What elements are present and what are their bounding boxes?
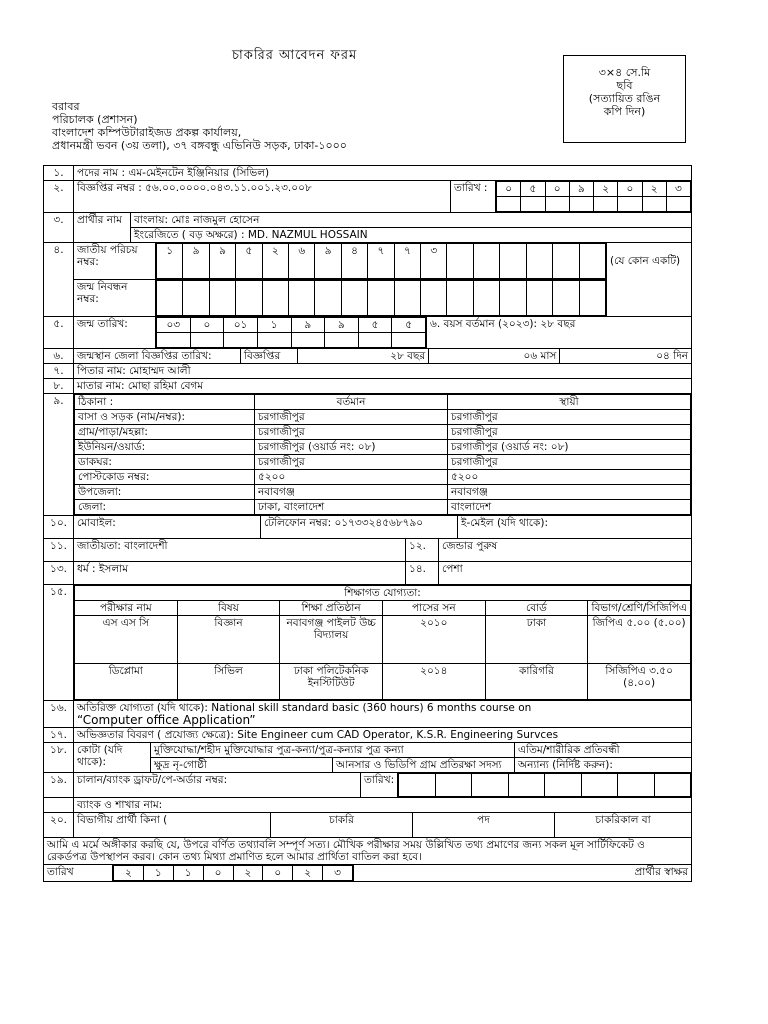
row-contact xyxy=(44,516,692,539)
date-digit[interactable]: ০ xyxy=(497,182,521,197)
date-digit[interactable] xyxy=(435,774,472,797)
row-number: ১. xyxy=(44,166,74,181)
date-digit[interactable] xyxy=(642,197,666,212)
present-address-value[interactable]: চরগাজীপুর xyxy=(255,425,448,440)
nid-digit[interactable] xyxy=(500,244,526,279)
row-number: ১৫. xyxy=(44,585,74,701)
date-digit[interactable]: ০ xyxy=(203,866,233,881)
row-dob xyxy=(44,317,692,349)
footer-date-label: তারিখ xyxy=(44,865,113,881)
dob-digit[interactable] xyxy=(291,333,325,348)
circular-date-boxes[interactable] xyxy=(496,181,691,212)
br-digit[interactable] xyxy=(394,281,420,316)
nid-label: জাতীয় পরিচয় নম্বর: xyxy=(74,243,156,280)
permanent-address-value[interactable]: বাংলাদেশ xyxy=(448,500,691,515)
date-digit[interactable] xyxy=(569,197,593,212)
circular-number-field[interactable]: বিজ্ঞপ্তির নম্বর : ৫৬.০০.০০০০.০৪৩.১১.০০১.২৩.০০৮ xyxy=(74,181,451,212)
date-digit[interactable]: ২ xyxy=(594,182,618,197)
row-number: ১৭. xyxy=(44,728,74,743)
row-post xyxy=(44,166,692,181)
br-digit[interactable] xyxy=(473,281,499,316)
photo-note-2: কপি দিন) xyxy=(603,105,646,118)
age-field[interactable]: ৬. বয়স বর্তমান (২০২৩): ২৮ বছর xyxy=(427,317,692,348)
date-digit[interactable]: ০ xyxy=(618,182,642,197)
present-address-value[interactable]: চরগাজীপুর (ওয়ার্ড নং: ০৮) xyxy=(255,440,448,455)
row-name xyxy=(44,213,692,243)
nid-digit[interactable]: ৭ xyxy=(368,244,394,279)
dob-boxes[interactable] xyxy=(156,317,426,348)
date-digit[interactable] xyxy=(521,197,545,212)
permanent-address-value[interactable]: চরগাজীপুর xyxy=(448,455,691,470)
address-label: ইউনিয়ন/ওয়ার্ড: xyxy=(75,440,255,455)
row-number: ১৮. xyxy=(44,743,74,773)
row-mother xyxy=(44,379,692,394)
present-address-value[interactable]: ঢাকা, বাংলাদেশ xyxy=(255,500,448,515)
age-years[interactable]: ২৮ বছর xyxy=(298,349,429,363)
education-table xyxy=(74,585,691,700)
photo-label: ছবি xyxy=(616,79,633,92)
br-digit[interactable] xyxy=(183,281,209,316)
br-digit[interactable] xyxy=(341,281,367,316)
row-departmental xyxy=(44,813,692,838)
row-number: ২. xyxy=(44,181,74,213)
permanent-address-value[interactable]: চরগাজীপুর (ওয়ার্ড নং: ০৮) xyxy=(448,440,691,455)
occupation-field[interactable]: পেশা xyxy=(442,563,463,575)
dob-label: জন্ম তারিখ: xyxy=(74,317,156,348)
row-nid xyxy=(44,243,692,317)
nid-digit[interactable]: ১ xyxy=(157,244,183,279)
row-footer xyxy=(44,865,692,882)
row-declaration xyxy=(44,838,692,865)
br-digit[interactable] xyxy=(500,281,526,316)
br-digit[interactable] xyxy=(236,281,262,316)
br-digit[interactable] xyxy=(262,281,288,316)
edu-col-header: শিক্ষা প্রতিষ্ঠান xyxy=(280,601,383,616)
signature-field[interactable]: প্রার্থীর স্বাক্ষর xyxy=(354,865,692,881)
photo-note: (সত্যায়িত রঙিন xyxy=(588,92,661,105)
br-digit[interactable] xyxy=(289,281,315,316)
addr-line: বাংলাদেশ কম্পিউটারাইজড প্রকল্প কার্যালয়, xyxy=(52,126,242,139)
departmental-service-period[interactable]: চাকরিকাল বা xyxy=(595,814,651,826)
challan-date-boxes[interactable] xyxy=(398,773,691,797)
row-number: ১৯. xyxy=(44,773,74,798)
row-number: ২০. xyxy=(44,813,74,838)
nid-boxes[interactable] xyxy=(156,243,606,279)
date-digit[interactable]: ৫ xyxy=(521,182,545,197)
row-number: ৫. xyxy=(44,317,74,349)
date-digit[interactable] xyxy=(472,774,509,797)
row-number: ৬. xyxy=(44,349,74,364)
date-digit[interactable] xyxy=(545,197,569,212)
edu-cell[interactable]: জিপিএ ৫.০০ (৫.০০) xyxy=(588,616,691,664)
dob-digit[interactable]: ১ xyxy=(257,318,291,333)
dob-digit[interactable]: ৫ xyxy=(358,318,392,333)
date-digit[interactable]: ২ xyxy=(114,866,144,881)
br-digit[interactable] xyxy=(447,281,473,316)
father-name-field[interactable]: পিতার নাম: মোহাম্মদ আলী xyxy=(74,364,692,379)
row-additional xyxy=(44,701,692,728)
departmental-candidate-label: বিভাগীয় প্রার্থী কিনা ( xyxy=(74,813,271,837)
quota-option-orphan[interactable]: এতিম/শারীরিক প্রতিবন্ধী xyxy=(515,743,692,758)
experience-field[interactable]: অভিজ্ঞতার বিবরণ ( প্রযোজ্য ক্ষেত্রে): Site Engineer cum CAD Operator, K.S.R. Engineering Survces xyxy=(74,728,692,743)
dob-digit[interactable]: ৫ xyxy=(392,318,426,333)
dob-digit[interactable]: ০ xyxy=(190,318,224,333)
date-digit[interactable]: ৩ xyxy=(323,866,353,881)
addr-line: পরিচালক (প্রশাসন) xyxy=(52,113,138,126)
date-digit[interactable]: ০ xyxy=(545,182,569,197)
present-address-value[interactable]: চরগাজীপুর xyxy=(255,455,448,470)
row-number: ৮. xyxy=(44,379,74,394)
edu-col-header: বিষয় xyxy=(177,601,280,616)
nationality-field[interactable]: জাতীয়তা: বাংলাদেশী xyxy=(74,539,406,561)
permanent-address-header: স্থায়ী xyxy=(448,395,691,410)
row-number: ১৪. xyxy=(406,562,439,584)
row-number: ৯. xyxy=(44,394,74,516)
quota-option-freedom-fighter[interactable]: মুক্তিযোদ্ধা/শহীদ মুক্তিযোদ্ধার পুত্র-কন্যা/পুত্র-কন্যার পুত্র কন্যা xyxy=(151,743,515,758)
row-birthplace xyxy=(44,349,692,364)
date-digit[interactable]: ১ xyxy=(143,866,173,881)
edu-cell[interactable]: ঢাকা xyxy=(485,616,588,664)
row-circular xyxy=(44,181,692,213)
row-experience xyxy=(44,728,692,743)
present-address-header: বর্তমান xyxy=(255,395,448,410)
nid-digit[interactable] xyxy=(473,244,499,279)
row-address xyxy=(44,394,692,516)
br-digit[interactable] xyxy=(315,281,341,316)
br-digit[interactable] xyxy=(157,281,183,316)
quota-option-ethnic[interactable]: ক্ষুদ্র নৃ-গোষ্ঠী xyxy=(151,758,333,773)
nid-digit[interactable]: ৯ xyxy=(183,244,209,279)
date-digit[interactable] xyxy=(545,774,582,797)
date-digit[interactable] xyxy=(581,774,618,797)
nid-digit[interactable]: ৫ xyxy=(236,244,262,279)
education-title: শিক্ষাগত যোগ্যতা: xyxy=(75,586,691,601)
nid-digit[interactable]: ৩ xyxy=(421,244,447,279)
permanent-address-value[interactable]: নবাবগঞ্জ xyxy=(448,485,691,500)
row-number xyxy=(44,798,74,813)
edu-col-header: বোর্ড xyxy=(485,601,588,616)
dob-digit[interactable] xyxy=(257,333,291,348)
footer-date-boxes[interactable] xyxy=(113,865,353,881)
quota-option-other[interactable]: অন্যান্য (নির্দিষ্ট করুন): xyxy=(518,759,613,771)
br-digit[interactable] xyxy=(553,281,579,316)
date-digit[interactable]: ২ xyxy=(293,866,323,881)
date-digit[interactable]: ৯ xyxy=(569,182,593,197)
date-digit[interactable]: ০ xyxy=(263,866,293,881)
edu-cell[interactable]: এস এস সি xyxy=(75,616,178,664)
edu-cell[interactable]: ঢাকা পলিটেকনিক ইনস্টিটিউট xyxy=(280,664,383,700)
email-field[interactable]: ই-মেইল (যদি থাকে): xyxy=(461,517,549,529)
age-months[interactable]: ০৬ মাস xyxy=(429,349,560,363)
edu-cell[interactable]: সিজিপিএ ৩.৫০ (৪.০০) xyxy=(588,664,691,700)
row-challan xyxy=(44,773,692,798)
address-table xyxy=(74,394,691,515)
addressee-block xyxy=(52,100,347,152)
date-digit[interactable] xyxy=(508,774,545,797)
row-education xyxy=(44,585,692,701)
bank-name-field[interactable]: ব্যাংক ও শাখার নাম: xyxy=(74,798,692,813)
edu-cell[interactable]: ২০১০ xyxy=(382,616,485,664)
application-form xyxy=(43,165,692,882)
address-label: জেলা: xyxy=(75,500,255,515)
dob-digit[interactable]: ০১ xyxy=(224,318,258,333)
date-digit[interactable] xyxy=(618,197,642,212)
birth-reg-boxes[interactable] xyxy=(156,280,606,316)
date-digit[interactable] xyxy=(666,197,690,212)
date-digit[interactable] xyxy=(497,197,521,212)
edu-col-header: পরীক্ষার নাম xyxy=(75,601,178,616)
date-digit[interactable]: ১ xyxy=(173,866,203,881)
date-digit[interactable]: ২ xyxy=(233,866,263,881)
additional-qualification-field[interactable] xyxy=(74,701,692,728)
br-digit[interactable] xyxy=(368,281,394,316)
br-digit[interactable] xyxy=(421,281,447,316)
edu-col-header: পাসের সন xyxy=(382,601,485,616)
additional-course: “Computer office Application” xyxy=(77,713,256,727)
date-digit[interactable] xyxy=(654,774,691,797)
date-digit[interactable] xyxy=(594,197,618,212)
row-number: ১১. xyxy=(44,539,74,562)
nid-digit[interactable] xyxy=(553,244,579,279)
nid-digit[interactable]: ৯ xyxy=(315,244,341,279)
quota-label: কোটা (যদি থাকে): xyxy=(74,743,151,772)
permanent-address-value[interactable]: ৫২০০ xyxy=(448,470,691,485)
dob-digit[interactable] xyxy=(157,333,191,348)
dob-digit[interactable] xyxy=(325,333,359,348)
br-digit[interactable] xyxy=(579,281,606,316)
name-label: প্রার্থীর নাম xyxy=(74,213,131,242)
nid-digit[interactable] xyxy=(579,244,606,279)
phone-field[interactable]: টেলিফোন নম্বর: ০১৭৩৩২৪৫৬৮৭৯০ xyxy=(261,516,458,538)
nid-digit[interactable]: ২ xyxy=(262,244,288,279)
row-number: ১২. xyxy=(406,539,439,561)
nid-digit[interactable]: ৬ xyxy=(289,244,315,279)
name-english-field[interactable]: ইংরেজিতে ( বড় অক্ষরে) : MD. NAZMUL HOSSAIN xyxy=(134,229,368,241)
dob-digit[interactable]: ৯ xyxy=(291,318,325,333)
birthplace-label: জন্মস্থান জেলা বিজ্ঞপ্তির তারিখ: xyxy=(74,349,241,363)
edu-col-header: বিভাগ/শ্রেণি/সিজিপিএ xyxy=(588,601,691,616)
present-address-value[interactable]: চরগাজীপুর xyxy=(255,410,448,425)
present-address-value[interactable]: নবাবগঞ্জ xyxy=(255,485,448,500)
row-number: ৭. xyxy=(44,364,74,379)
edu-cell[interactable]: বিজ্ঞান xyxy=(177,616,280,664)
mother-name-field[interactable]: মাতার নাম: মোছা রহিমা বেগম xyxy=(74,379,692,394)
dob-digit[interactable] xyxy=(392,333,426,348)
address-label: উপজেলা: xyxy=(75,485,255,500)
dob-digit[interactable]: ০৩ xyxy=(157,318,191,333)
row-number: ১৬. xyxy=(44,701,74,728)
br-digit[interactable] xyxy=(209,281,235,316)
permanent-address-value[interactable]: চরগাজীপুর xyxy=(448,425,691,440)
birth-reg-label: জন্ম নিবন্ধন নম্বর: xyxy=(74,280,156,317)
departmental-service[interactable]: চাকরি xyxy=(271,813,413,837)
nid-digit[interactable] xyxy=(447,244,473,279)
challan-date-label: তারিখ: xyxy=(361,773,398,797)
address-label: বাসা ও সড়ক (নাম/নম্বর): xyxy=(75,410,255,425)
br-digit[interactable] xyxy=(526,281,552,316)
dob-digit[interactable] xyxy=(358,333,392,348)
religion-field[interactable]: ধর্ম : ইসলাম xyxy=(74,562,406,584)
row-father xyxy=(44,364,692,379)
photo-box[interactable] xyxy=(563,55,686,143)
dob-digit[interactable]: ৯ xyxy=(325,318,359,333)
row-religion xyxy=(44,562,692,585)
photo-size: ৩×৪ সে.মি xyxy=(598,66,651,79)
dob-digit[interactable] xyxy=(190,333,224,348)
nid-digit[interactable]: ৭ xyxy=(394,244,420,279)
date-digit[interactable]: ৩ xyxy=(666,182,690,197)
present-address-value[interactable]: ৫২০০ xyxy=(255,470,448,485)
nid-note: (যে কোন একটি) xyxy=(607,243,692,316)
address-label: পোস্টকোড নম্বর: xyxy=(75,470,255,485)
row-number: ১৩. xyxy=(44,562,74,585)
name-bangla-field[interactable]: বাংলায়: মোঃ নাজমুল হোসেন xyxy=(131,213,692,228)
row-nationality xyxy=(44,539,692,562)
edu-cell[interactable]: সিভিল xyxy=(177,664,280,700)
edu-cell[interactable]: ডিপ্লোমা xyxy=(75,664,178,700)
addr-line: বরাবর xyxy=(52,100,80,113)
row-number: ৪. xyxy=(44,243,74,317)
form-title: চাকরির আবেদন ফরম xyxy=(232,48,358,63)
declaration-text: আমি এ মর্মে অঙ্গীকার করছি যে, উপরে বর্ণিত তথ্যাবলি সম্পূর্ণ সত্য। মৌখিক পরীক্ষার সময় উল্লিখিত তথ্য প্রমাণের জন্য সকল মূল সার্টিফিকেট ও রেকর্ডপত্র উপস্থাপন করব। কোন তথ্য মিথ্যা প্রমাণিত হলে আমার প্রার্থিতা বাতিল করা হবে। xyxy=(44,838,692,865)
date-digit[interactable] xyxy=(618,774,655,797)
row-number: ৩. xyxy=(44,213,74,243)
age-days[interactable]: ০৪ দিন xyxy=(656,350,688,362)
birthplace-value[interactable]: বিজ্ঞপ্তির xyxy=(241,349,298,363)
permanent-address-value[interactable]: চরগাজীপুর xyxy=(448,410,691,425)
nid-digit[interactable]: ৯ xyxy=(209,244,235,279)
address-label: ডাকঘর: xyxy=(75,455,255,470)
post-name-field[interactable]: পদের নাম : এম-মেইনটেন ইঞ্জিনিয়ার (সিভিল) xyxy=(74,166,692,181)
edu-cell[interactable]: নবাবগঞ্জ পাইলট উচ্চ বিদ্যালয় xyxy=(280,616,383,664)
mobile-field[interactable]: মোবাইল: xyxy=(74,516,261,538)
address-label: গ্রাম/পাড়া/মহল্লা: xyxy=(75,425,255,440)
row-quota xyxy=(44,743,692,773)
date-digit[interactable]: ২ xyxy=(642,182,666,197)
row-number: ১০. xyxy=(44,516,74,539)
dob-digit[interactable] xyxy=(224,333,258,348)
row-bank xyxy=(44,798,692,813)
date-digit[interactable] xyxy=(399,774,436,797)
departmental-post[interactable]: পদ xyxy=(413,813,555,837)
edu-cell[interactable]: কারিগরি xyxy=(485,664,588,700)
addr-line: প্রধানমন্ত্রী ভবন (৩য় তলা), ৩৭ বঙ্গবন্ধু এভিনিউ সড়ক, ঢাকা-১০০০ xyxy=(52,139,347,152)
nid-digit[interactable] xyxy=(526,244,552,279)
additional-text: অতিরিক্ত যোগ্যতা (যদি থাকে): National skill standard basic (360 hours) 6 months course on xyxy=(77,702,532,714)
nid-digit[interactable]: ৪ xyxy=(341,244,367,279)
gender-field[interactable]: জেন্ডার পুরুষ xyxy=(442,540,498,552)
challan-number-field[interactable]: চালান/ব্যাংক ড্রাফট/পে-অর্ডার নম্বর: xyxy=(74,773,361,797)
quota-option-ansar[interactable]: আনসার ও ভিডিপি গ্রাম প্রতিরক্ষা সদস্য xyxy=(333,758,515,773)
circular-date-label: তারিখ : xyxy=(451,181,496,212)
edu-cell[interactable]: ২০১৪ xyxy=(382,664,485,700)
address-header: ঠিকানা : xyxy=(75,395,255,410)
